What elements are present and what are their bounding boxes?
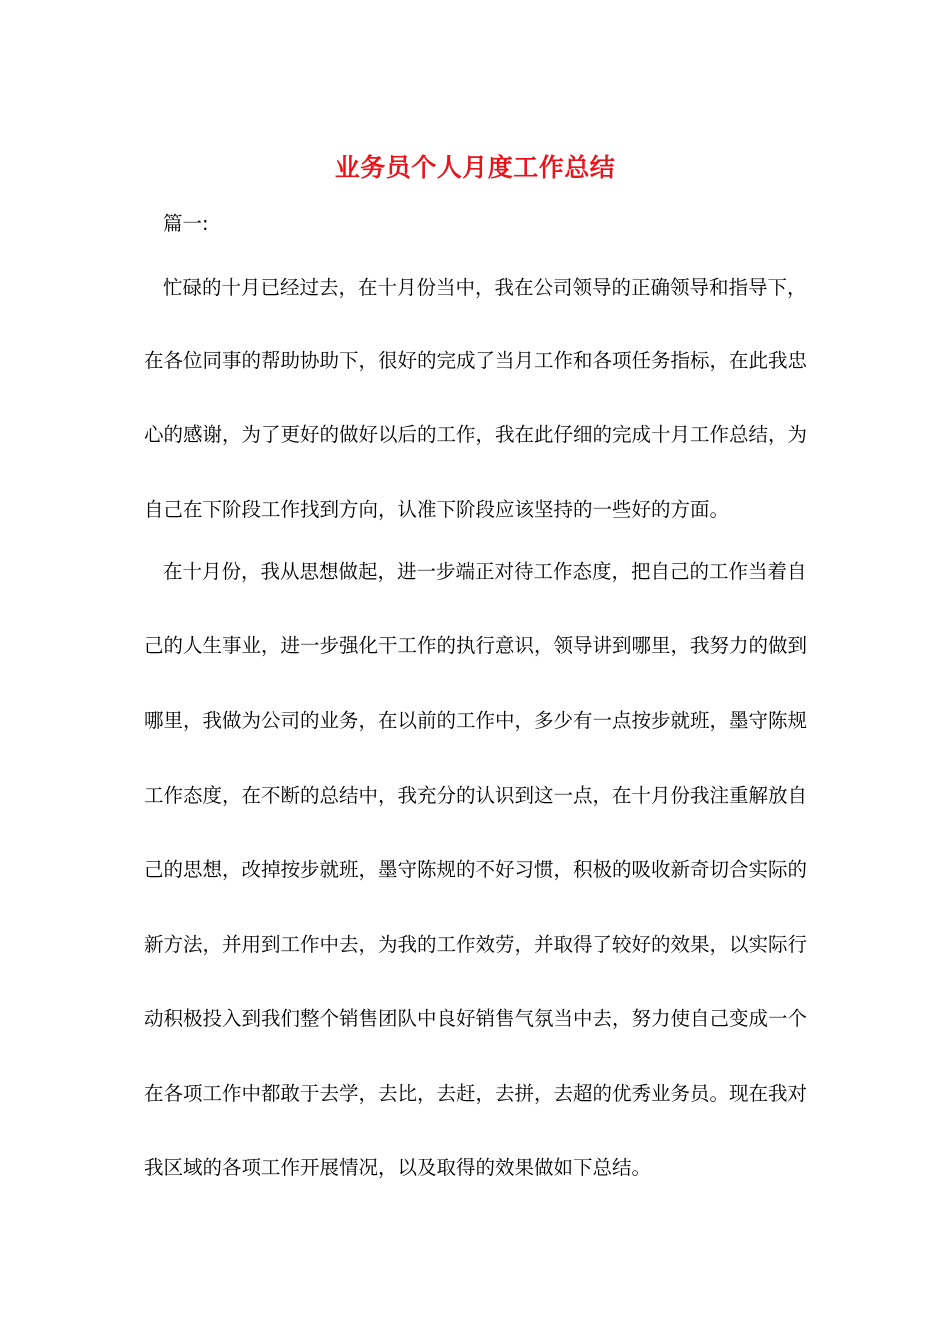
paragraph-2-line-1: 在十月份，我从思想做起，进一步端正对待工作态度，把自己的工作当着自	[163, 560, 807, 583]
paragraph-1-line-1: 忙碌的十月已经过去，在十月份当中，我在公司领导的正确领导和指导下，	[163, 276, 807, 299]
paragraph-1-line-3: 心的感谢，为了更好的做好以后的工作，我在此仔细的完成十月工作总结，为	[144, 423, 808, 446]
paragraph-1-line-2: 在各位同事的帮助协助下，很好的完成了当月工作和各项任务指标，在此我忠	[144, 349, 808, 372]
paragraph-2-line-2: 己的人生事业，进一步强化干工作的执行意识，领导讲到哪里，我努力的做到	[144, 634, 808, 657]
paragraph-2-line-9: 我区域的各项工作开展情况，以及取得的效果做如下总结。	[144, 1156, 652, 1179]
paragraph-2-line-6: 新方法，并用到工作中去，为我的工作效劳，并取得了较好的效果，以实际行	[144, 933, 808, 956]
paragraph-2-line-7: 动积极投入到我们整个销售团队中良好销售气氛当中去，努力使自己变成一个	[144, 1007, 808, 1030]
paragraph-2-line-4: 工作态度，在不断的总结中，我充分的认识到这一点，在十月份我注重解放自	[144, 784, 808, 807]
paragraph-2-line-3: 哪里，我做为公司的业务，在以前的工作中，多少有一点按步就班，墨守陈规	[144, 709, 808, 732]
document-title: 业务员个人月度工作总结	[334, 153, 616, 182]
paragraph-2-line-5: 己的思想，改掉按步就班，墨守陈规的不好习惯，积极的吸收新奇切合实际的	[144, 858, 808, 881]
section-label: 篇一:	[163, 212, 209, 235]
paragraph-2-line-8: 在各项工作中都敢于去学，去比，去赶，去拼，去超的优秀业务员。现在我对	[144, 1082, 808, 1105]
paragraph-1-line-4: 自己在下阶段工作找到方向，认准下阶段应该坚持的一些好的方面。	[144, 498, 730, 521]
